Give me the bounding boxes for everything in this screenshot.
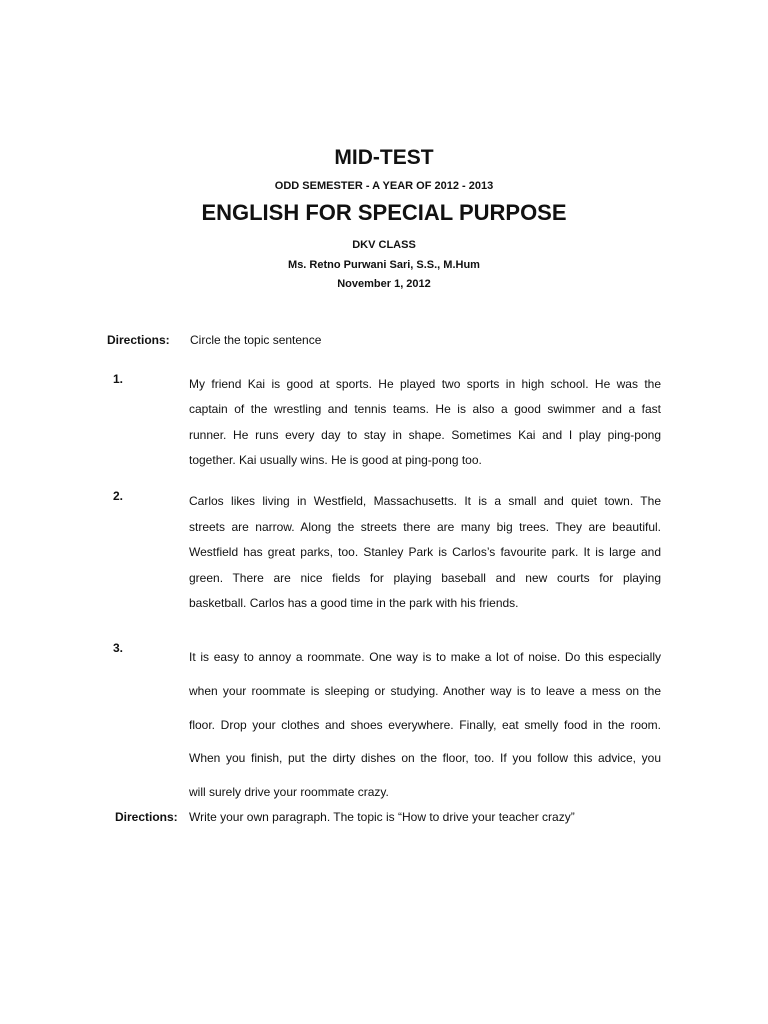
paragraph-3 — [189, 641, 661, 810]
paragraph-line: basketball. Carlos has a good time in the park with his friends. — [189, 596, 519, 611]
paragraph-line: Carlos likes living in Westfield, Massachusetts. It is a small and quiet town. The — [189, 494, 661, 508]
directions-text: Write your own paragraph. The topic is “How to drive your teacher crazy” — [189, 810, 575, 824]
paragraph-line: captain of the wrestling and tennis teams. He is also a good swimmer and a fast — [189, 402, 661, 417]
test-date: November 1, 2012 — [337, 278, 431, 290]
paragraph-line: green. There are nice fields for playing baseball and new courts for playing — [189, 570, 661, 585]
item-number: 2. — [113, 489, 124, 503]
paragraph-1 — [189, 372, 661, 473]
paragraph-line: When you finish, put the dirty dishes on the floor, too. If you follow this advice, you — [189, 751, 661, 766]
directions-label: Directions: — [107, 333, 170, 347]
page-title: MID-TEST — [334, 146, 434, 169]
paragraph-line: Westfield has great parks, too. Stanley Park is Carlos’s favourite park. It is large and — [189, 545, 661, 560]
paragraph-line: It is easy to annoy a roommate. One way is to make a lot of noise. Do this especially — [189, 650, 661, 664]
paragraph-line: floor. Drop your clothes and shoes everywhere. Finally, eat smelly food in the room. — [189, 717, 661, 732]
directions-label: Directions: — [115, 810, 178, 824]
paragraph-line: My friend Kai is good at sports. He played two sports in high school. He was the — [189, 377, 661, 391]
paragraph-line: will surely drive your roommate crazy. — [189, 785, 389, 800]
item-number: 3. — [113, 641, 124, 655]
paragraph-line: runner. He runs every day to stay in shape. Sometimes Kai and I play ping-pong — [189, 427, 661, 442]
item-number: 1. — [113, 372, 124, 386]
course-title: ENGLISH FOR SPECIAL PURPOSE — [201, 200, 567, 225]
paragraph-2 — [189, 489, 661, 617]
semester-subtitle: ODD SEMESTER - A YEAR OF 2012 - 2013 — [274, 180, 494, 192]
paragraph-line: streets are narrow. Along the streets there are many big trees. They are beautiful. — [189, 519, 661, 534]
directions-text: Circle the topic sentence — [190, 333, 322, 347]
paragraph-line: when your roommate is sleeping or studying. Another way is to leave a mess on the — [189, 683, 661, 698]
paragraph-line: together. Kai usually wins. He is good at ping-pong too. — [189, 452, 482, 467]
teacher-name: Ms. Retno Purwani Sari, S.S., M.Hum — [288, 259, 480, 271]
class-name: DKV CLASS — [352, 239, 416, 251]
